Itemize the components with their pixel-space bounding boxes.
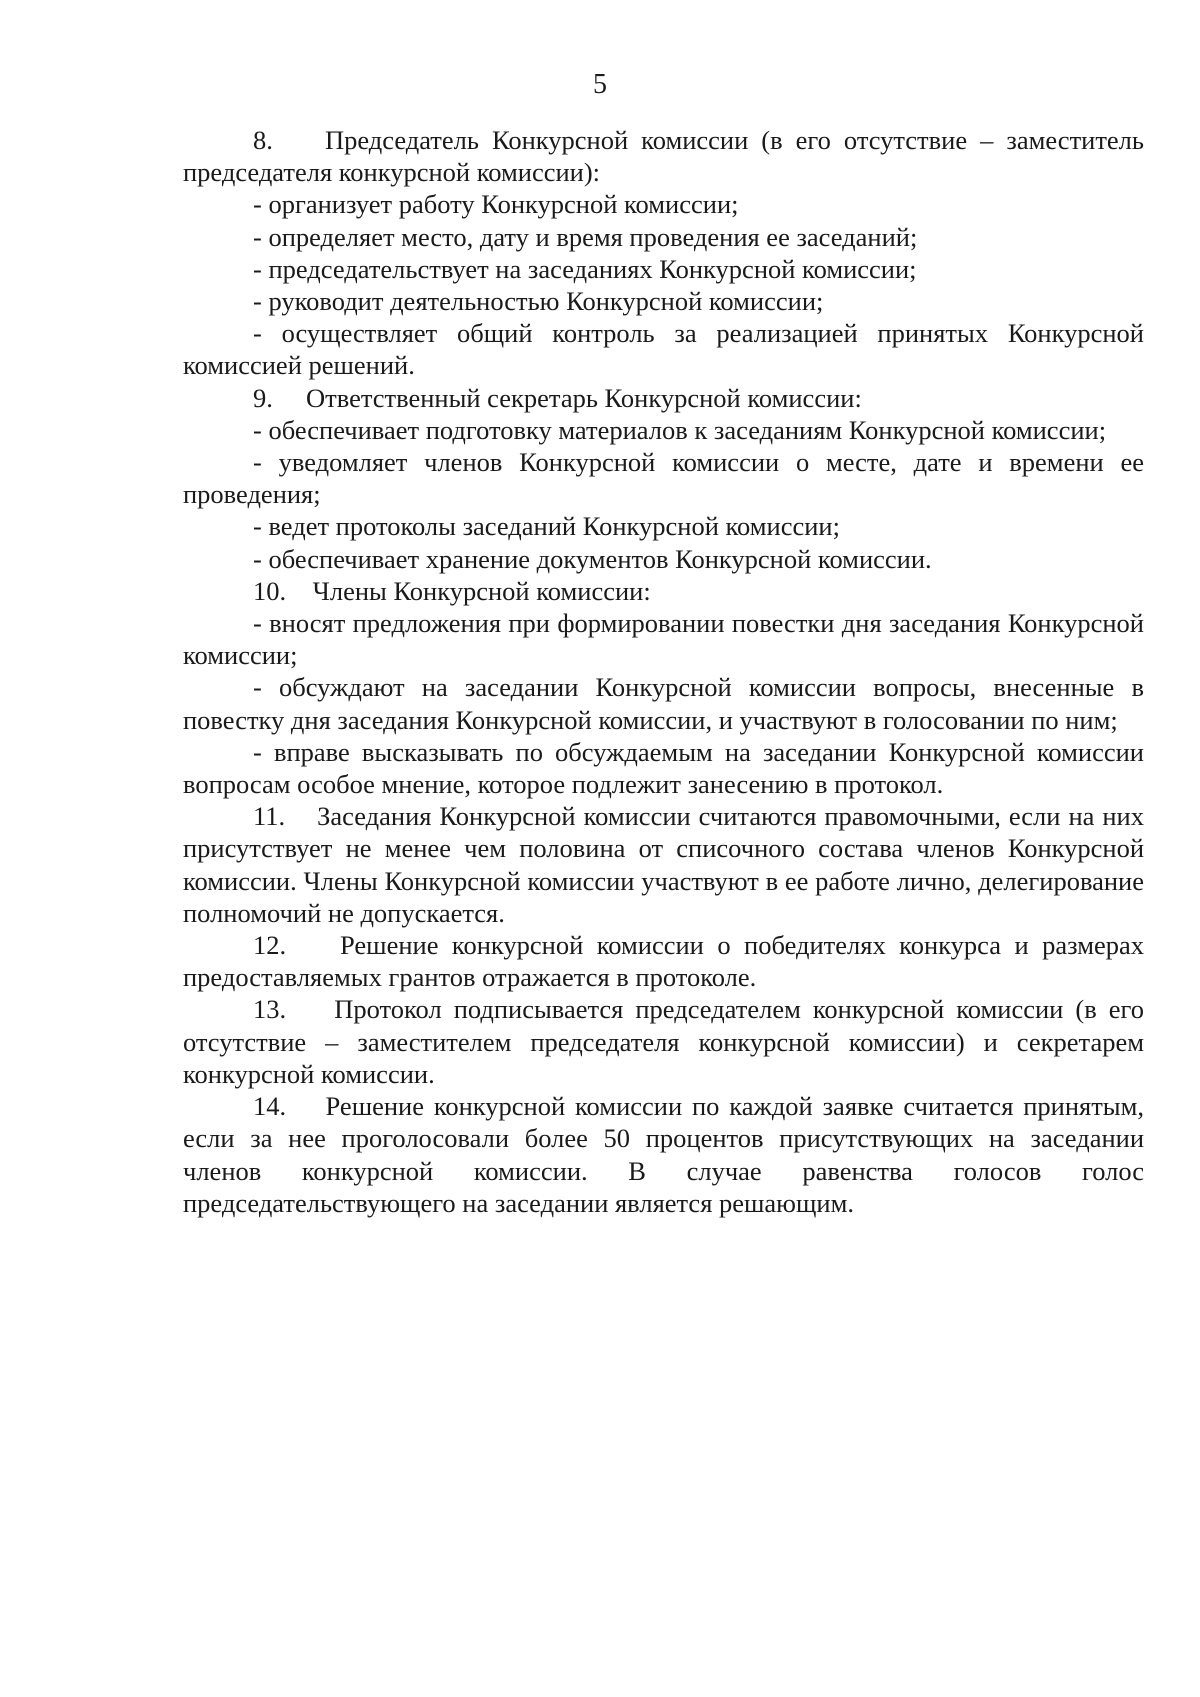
list-item-organizes-work: - организует работу Конкурсной комиссии; (253, 189, 739, 220)
paragraph-item-11: 11. Заседания Конкурсной комиссии считаются правомочными, если на них присутствует не менее чем половина от списочного состава членов Конкурсной комиссии. Члены Конкурсной комиссии участвуют в ее работе лично, делегирование полномочий не допускается. (183, 801, 1144, 928)
paragraph-item-13: 13. Протокол подписывается председателем конкурсной комиссии (в его отсутствие – заместителем председателя конкурсной комиссии) и секретарем конкурсной комиссии. (183, 994, 1144, 1089)
list-item-submit-proposals: - вносят предложения при формировании повестки дня заседания Конкурсной комиссии; (183, 608, 1144, 671)
paragraph-item-10: 10. Члены Конкурсной комиссии: (253, 575, 651, 606)
list-item-sets-place-date: - определяет место, дату и время проведения ее заседаний; (253, 221, 918, 252)
page-number: 5 (593, 69, 607, 100)
document-body (183, 124, 1144, 1219)
paragraph-item-12: 12. Решение конкурсной комиссии о победителях конкурса и размерах предоставляемых грантов отражается в протоколе. (183, 930, 1144, 993)
list-item-stores-documents: - обеспечивает хранение документов Конкурсной комиссии. (253, 543, 932, 574)
list-item-notifies-members: - уведомляет членов Конкурсной комиссии о месте, дате и времени ее проведения; (183, 447, 1144, 510)
paragraph-item-8: 8. Председатель Конкурсной комиссии (в его отсутствие – заместитель председателя конкурсной комиссии): (183, 125, 1144, 188)
list-item-general-control: - осуществляет общий контроль за реализацией принятых Конкурсной комиссией решений. (183, 318, 1144, 381)
paragraph-item-9: 9. Ответственный секретарь Конкурсной комиссии: (253, 382, 862, 413)
list-item-prepares-materials: - обеспечивает подготовку материалов к заседаниям Конкурсной комиссии; (253, 414, 1107, 445)
list-item-chairs-meetings: - председательствует на заседаниях Конкурсной комиссии; (253, 253, 917, 284)
list-item-special-opinion: - вправе высказывать по обсуждаемым на заседании Конкурсной комиссии вопросам особое мнение, которое подлежит занесению в протокол. (183, 736, 1144, 800)
list-item-discuss-and-vote: - обсуждают на заседании Конкурсной комиссии вопросы, внесенные в повестку дня заседания Конкурсной комиссии, и участвуют в голосовании по ним; (183, 672, 1144, 735)
list-item-directs-activity: - руководит деятельностью Конкурсной комиссии; (253, 286, 824, 317)
paragraph-item-14: 14. Решение конкурсной комиссии по каждой заявке считается принятым, если за нее проголосовали более 50 процентов присутствующих на заседании членов конкурсной комиссии. В случае равенства голосов голос председательствующего на заседании является решающим. (183, 1091, 1144, 1218)
list-item-keeps-minutes: - ведет протоколы заседаний Конкурсной комиссии; (253, 511, 840, 542)
